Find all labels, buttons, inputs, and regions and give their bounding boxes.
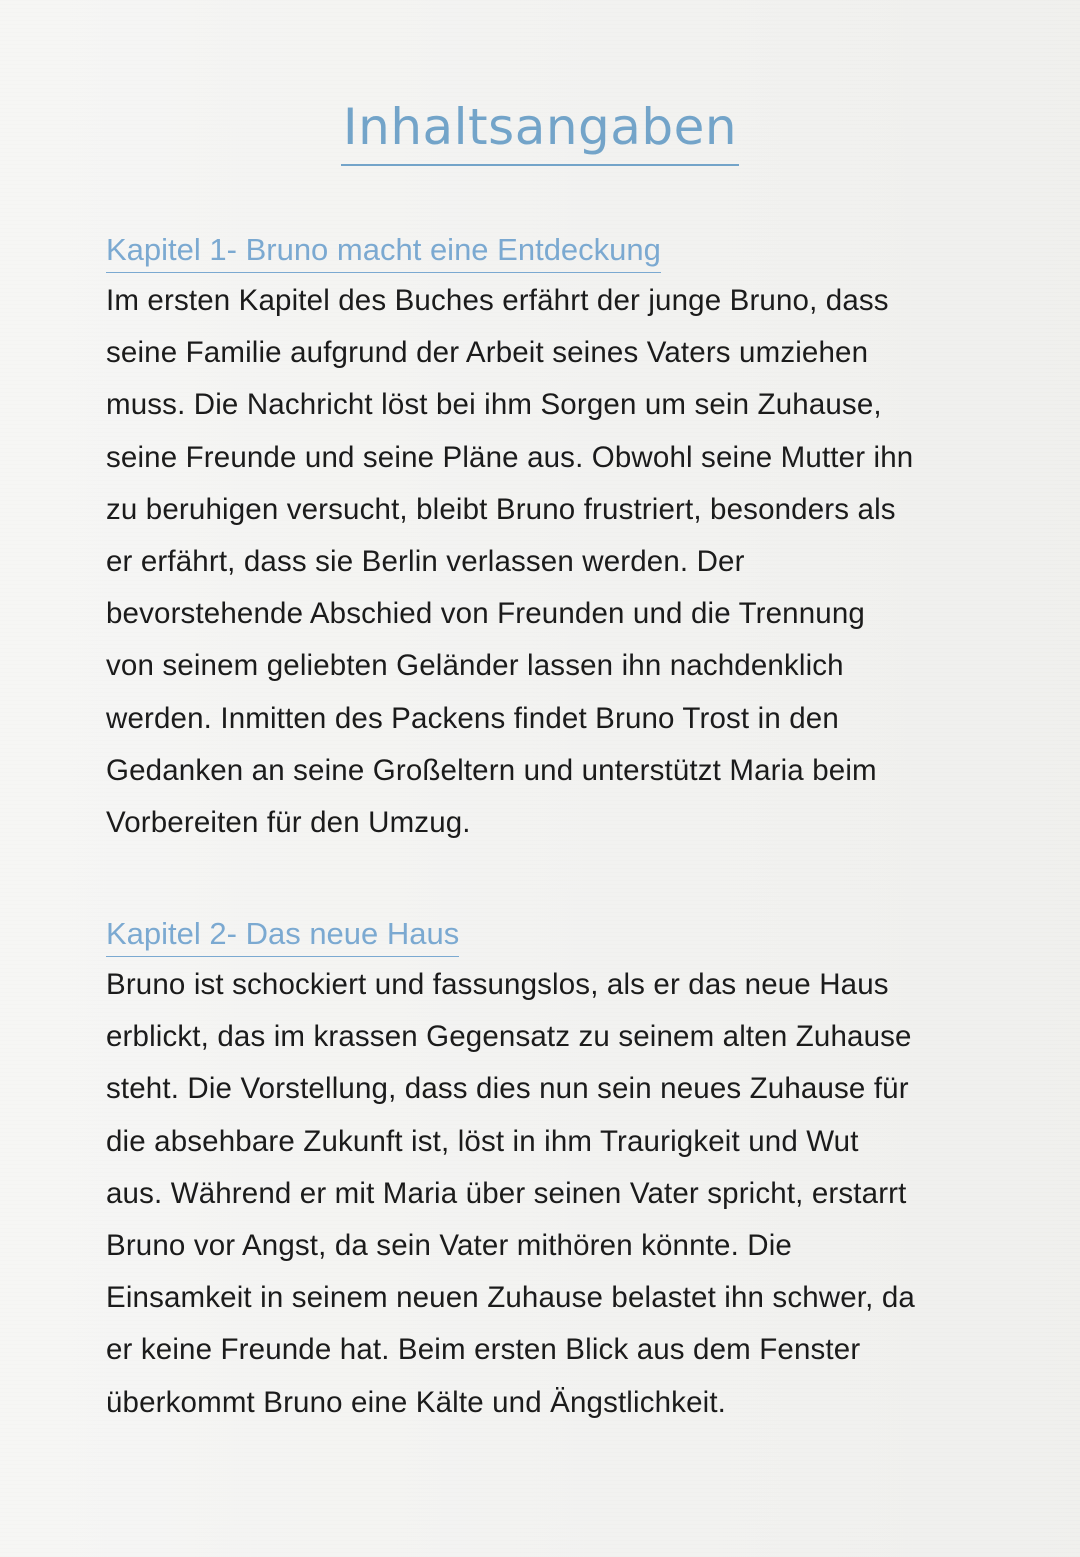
summary-line: von seinem geliebten Geländer lassen ihn nachdenklich <box>106 649 844 683</box>
summary-line: seine Freunde und seine Pläne aus. Obwohl seine Mutter ihn <box>106 440 914 474</box>
summary-line: überkommt Bruno eine Kälte und Ängstlichkeit. <box>106 1385 727 1419</box>
summary-line: Gedanken an seine Großeltern und unterstützt Maria beim <box>106 753 877 787</box>
summary-line: Einsamkeit in seinem neuen Zuhause belastet ihn schwer, da <box>106 1281 915 1315</box>
summary-line: Bruno ist schockiert und fassungslos, als er das neue Haus <box>106 968 889 1001</box>
page-title <box>0 92 1080 166</box>
chapter-1-summary <box>106 275 1006 849</box>
summary-line: Im ersten Kapitel des Buches erfährt der junge Bruno, dass <box>106 284 889 317</box>
chapter-1-section <box>106 228 1006 849</box>
summary-line: er erfährt, dass sie Berlin verlassen werden. Der <box>106 545 745 579</box>
chapter-2-section <box>106 912 1006 1429</box>
summary-line: zu beruhigen versucht, bleibt Bruno frustriert, besonders als <box>106 492 896 526</box>
summary-line: Vorbereiten für den Umzug. <box>106 806 471 840</box>
summary-line: seine Familie aufgrund der Arbeit seines Vaters umziehen <box>106 336 869 370</box>
summary-line: Bruno vor Angst, da sein Vater mithören könnte. Die <box>106 1229 792 1263</box>
summary-line: bevorstehende Abschied von Freunden und die Trennung <box>106 597 865 631</box>
summary-line: erblickt, das im krassen Gegensatz zu seinem alten Zuhause <box>106 1020 912 1054</box>
page-title-text: Inhaltsangaben <box>341 92 739 166</box>
summary-line: werden. Inmitten des Packens findet Bruno Trost in den <box>106 701 839 735</box>
summary-line: steht. Die Vorstellung, dass dies nun sein neues Zuhause für <box>106 1072 909 1106</box>
summary-line: muss. Die Nachricht löst bei ihm Sorgen um sein Zuhause, <box>106 388 882 422</box>
summary-line: die absehbare Zukunft ist, löst in ihm Traurigkeit und Wut <box>106 1124 859 1158</box>
summary-line: aus. Während er mit Maria über seinen Vater spricht, erstarrt <box>106 1176 907 1210</box>
chapter-1-heading: Kapitel 1- Bruno macht eine Entdeckung <box>106 228 661 273</box>
summary-line: er keine Freunde hat. Beim ersten Blick aus dem Fenster <box>106 1333 861 1367</box>
chapter-2-heading: Kapitel 2- Das neue Haus <box>106 912 459 957</box>
chapter-2-summary <box>106 959 1006 1429</box>
